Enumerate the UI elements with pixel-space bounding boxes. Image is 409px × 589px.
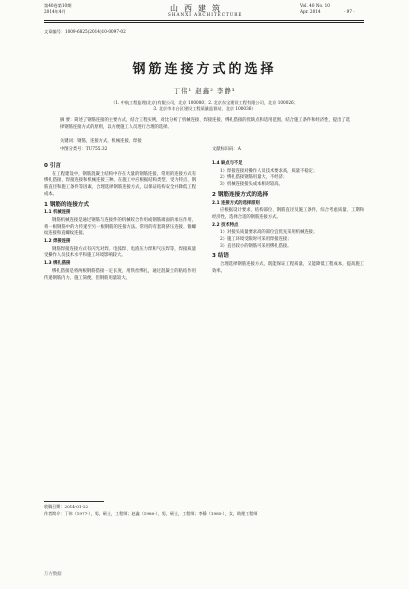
paragraph: 1）对接头质量要求高的部位宜优先采用机械连接； <box>220 230 318 236</box>
header-rule-thin <box>44 22 364 23</box>
volume-issue-en: Vol. 40 No. 10 <box>300 3 330 8</box>
section-heading: 3 结语 <box>212 253 230 260</box>
received-date: 收稿日期：2014-01-22 <box>44 504 89 509</box>
keywords: 关键词：钢筋，连接方式，机械连接，焊接 <box>60 139 142 144</box>
paragraph: 2）绑扎搭接钢筋用量大，不经济； <box>220 175 288 181</box>
header-rule <box>44 20 364 21</box>
affiliation-line-2: 3. 北京市丰台区建设工程质量监督站，北京 100036） <box>153 106 256 111</box>
database-watermark: 万方数据 <box>44 572 62 577</box>
right-column <box>212 160 364 276</box>
journal-name-en: SHANXI ARCHITECTURE <box>168 12 243 17</box>
abstract: 摘 要：简述了钢筋连接的主要方式，结合工程实例，对比分析了机械连接、焊接连接、绑扎搭接的优缺点和适用范围，结合施工条件和经济性，提出了选择钢筋连接方式的原则，以方便施工人员进行合理的选择。 <box>60 118 350 130</box>
paragraph: 3）机械连接接头成本相对较高。 <box>220 182 283 188</box>
authors: 丁伟¹ 赵鑫² 李静³ <box>173 87 236 95</box>
volume-issue-zh: 第40卷第10期 <box>44 3 72 8</box>
section-heading: 2 钢筋连接方式的选择 <box>212 191 269 198</box>
section-heading: 0 引言 <box>44 163 62 169</box>
section-heading: 1.4 缺点与不足 <box>212 161 243 166</box>
paragraph: 3）直径较小的钢筋可采用绑扎搭接。 <box>220 243 292 249</box>
footnote-rule <box>44 501 104 502</box>
section-heading: 1 钢筋的连接方式 <box>44 201 89 208</box>
date-en: Apr. 2014 <box>300 9 321 14</box>
clc-number: 中图分类号：TU755.32 <box>60 147 108 152</box>
date-zh: 2014年4月 <box>44 9 66 14</box>
section-heading: 1.3 绑扎搭接 <box>44 261 71 267</box>
section-heading: 2.1 连接方式的选择原则 <box>212 200 260 206</box>
article-title: 钢筋连接方式的选择 <box>132 62 277 77</box>
paragraph: 在工程建设中，钢筋混凝土结构中存在大量的钢筋连接，常用的连接方式有绑扎搭接、焊接连接和机械连接三种。在施工中应根据结构类型、受力特点、钢筋直径和施工条件等因素，合理选择钢筋连接方式，以保证结构安全并降低工程成本。 <box>44 171 196 197</box>
paragraph: 合理选择钢筋连接方式，既能保证工程质量，又能降低工程成本，提高施工效率。 <box>212 262 364 274</box>
author-bio: 作者简介：丁伟（1977-），男，硕士，工程师；赵鑫（1980-），男，硕士，工程师；李静（1985-），女，助理工程师 <box>44 511 258 516</box>
affiliation-line-1: （1. 中航工程监理(北京)有限公司，北京 100080；2. 北京东宝建设工程有限公司，北京 100026； <box>111 100 298 105</box>
page-number: · 97 · <box>344 9 355 14</box>
document-code: 文献标识码：A <box>212 147 241 152</box>
paragraph: 钢筋焊接连接方式有闪光对焊、电弧焊、电渣压力焊和气压焊等，焊接质量受操作人员技术水平和施工环境影响较大。 <box>44 246 196 259</box>
paragraph: 2）施工环境受限时可采用焊接连接； <box>220 237 292 243</box>
journal-name-zh: 山西建筑 <box>170 4 226 13</box>
section-heading: 1.2 焊接连接 <box>44 239 71 245</box>
article-number: 文章编号：1009-6825(2014)10-0097-02 <box>44 29 126 34</box>
section-heading: 2.2 技术特点 <box>212 222 239 228</box>
paragraph: 绑扎搭接是将两根钢筋搭接一定长度，用铁丝绑扎，通过混凝土的粘结作用传递钢筋内力，施工简便，但钢筋用量较大。 <box>44 268 196 281</box>
section-heading: 1.1 机械连接 <box>44 210 71 216</box>
paragraph: 1）焊接连接对操作人员技术要求高，质量不稳定； <box>220 168 318 174</box>
left-column <box>44 160 196 282</box>
paragraph: 应根据设计要求、结构部位、钢筋直径及施工条件，综合考虑质量、工期和经济性，选择合适的钢筋连接方式。 <box>212 208 364 220</box>
journal-header <box>0 0 409 28</box>
paragraph: 钢筋机械连接是通过钢筋与连接件的机械咬合作用或钢筋端面的承压作用，将一根钢筋中的力传递至另一根钢筋的连接方法。常用的有套筒挤压连接、锥螺纹连接和直螺纹连接。 <box>44 217 196 237</box>
